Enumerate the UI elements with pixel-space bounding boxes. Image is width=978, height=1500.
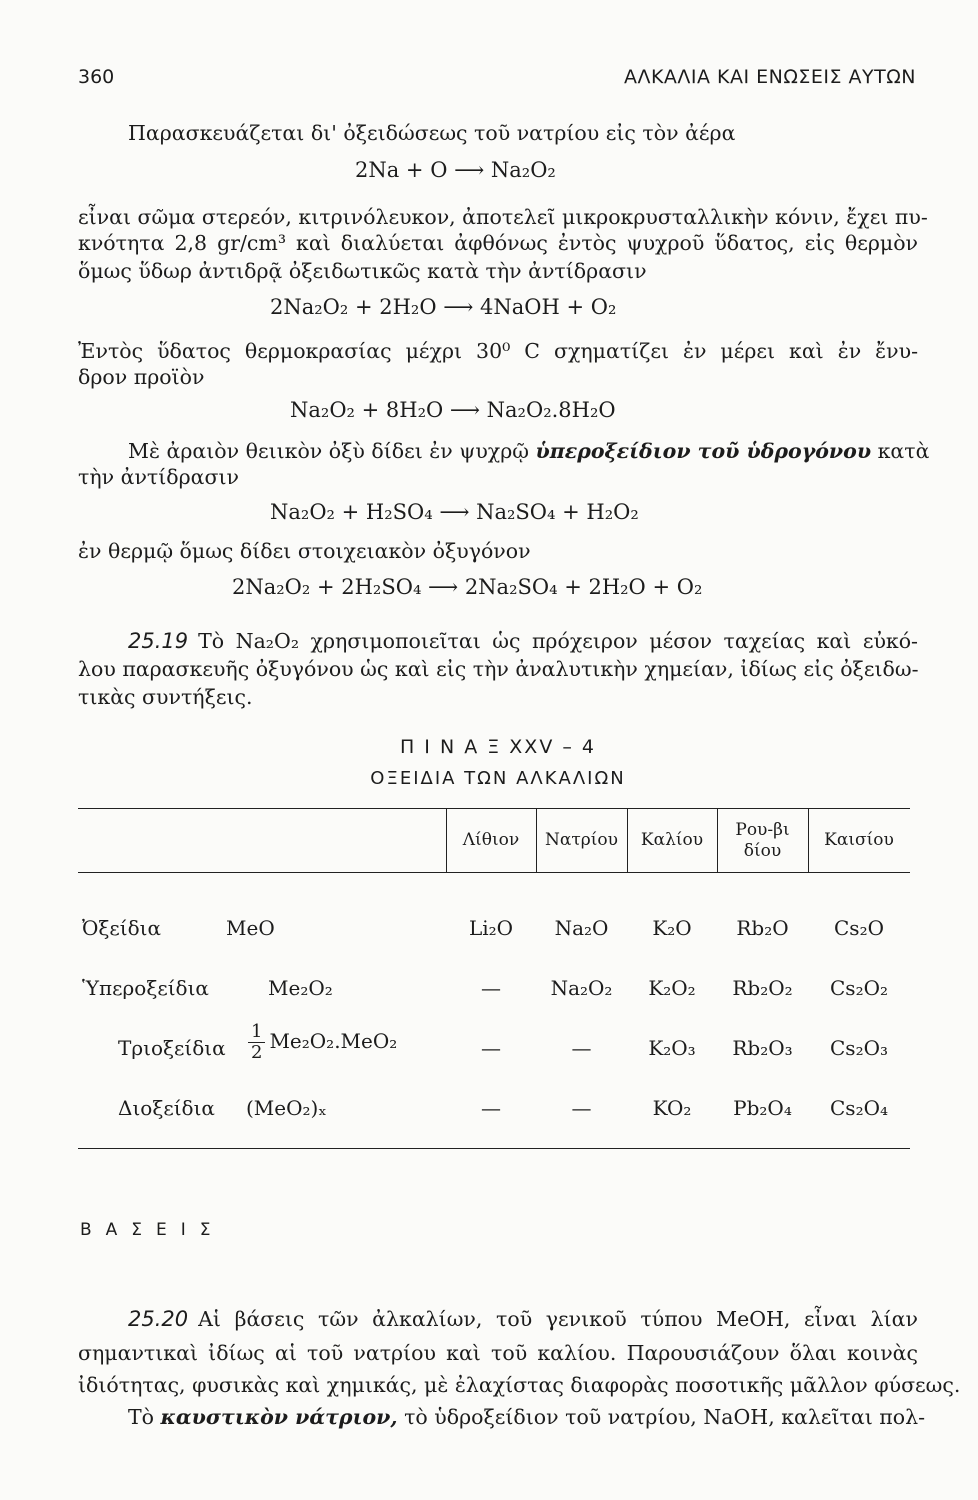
equation-2: 2Na₂O₂ + 2H₂O ⟶ 4NaOH + O₂ bbox=[270, 295, 617, 319]
section-heading: ΒΑΣΕΙΣ bbox=[80, 1220, 225, 1240]
column-header: Ρου-βιδίου bbox=[735, 820, 790, 861]
paragraph-line: εἶναι σῶμα στερεόν, κιτρινόλευκον, ἀποτελεῖ μικροκρυσταλλικὴν κόνιν, ἔχει πυ- bbox=[78, 205, 928, 229]
row-formula bbox=[248, 1022, 397, 1063]
row-label: Ὀξείδια bbox=[82, 916, 162, 940]
text-run: Μὲ ἀραιὸν θειικὸν ὀξὺ δίδει ἐν ψυχρῷ bbox=[128, 439, 529, 463]
equation-5: 2Na₂O₂ + 2H₂SO₄ ⟶ 2Na₂SO₄ + 2H₂O + O₂ bbox=[232, 575, 703, 599]
table-cell: — bbox=[481, 1096, 501, 1120]
row-label: Διοξείδια bbox=[118, 1096, 215, 1120]
table-cell: — bbox=[481, 976, 501, 1000]
section-number: 25.19 bbox=[128, 629, 189, 653]
table-cell: Na₂O₂ bbox=[550, 976, 613, 1000]
page-number: 360 bbox=[78, 66, 115, 88]
paragraph-line bbox=[128, 628, 918, 654]
table-cell: K₂O bbox=[652, 916, 692, 940]
table-cell: Cs₂O₃ bbox=[830, 1036, 888, 1060]
table-rule bbox=[78, 808, 910, 809]
table-cell: — bbox=[571, 1036, 592, 1060]
equation-1: 2Na + O ⟶ Na₂O₂ bbox=[355, 158, 556, 182]
fraction-denominator: 2 bbox=[251, 1042, 263, 1063]
fraction-numerator: 1 bbox=[248, 1022, 265, 1043]
paragraph-line: κνότητα 2,8 gr/cm³ καὶ διαλύεται ἀφθόνως ἐντὸς ψυχροῦ ὕδατος, εἰς θερμὸν bbox=[78, 231, 918, 255]
text-run: κατὰ bbox=[877, 439, 930, 463]
table-cell: Cs₂O₄ bbox=[830, 1096, 888, 1120]
paragraph-line: ἐν θερμῷ ὅμως δίδει στοιχειακὸν ὀξυγόνον bbox=[78, 539, 531, 563]
table-cell: Cs₂O₂ bbox=[830, 976, 888, 1000]
column-header: Λίθιον bbox=[462, 830, 520, 850]
table-cell: K₂O₂ bbox=[648, 976, 696, 1000]
row-formula: MeO bbox=[226, 916, 275, 940]
table-cell: Cs₂O bbox=[834, 916, 884, 940]
table-cell: Na₂O bbox=[554, 916, 609, 940]
fraction bbox=[248, 1022, 265, 1063]
table-cell: Rb₂O₂ bbox=[732, 976, 793, 1000]
formula-text: Me₂O₂.MeO₂ bbox=[269, 1029, 398, 1053]
column-header: Νατρίου bbox=[545, 830, 618, 850]
table-cell: Pb₂O₄ bbox=[733, 1096, 792, 1120]
table-cell: Rb₂O bbox=[736, 916, 789, 940]
paragraph-line: Ἐντὸς ὕδατος θερμοκρασίας μέχρι 30⁰ C σχηματίζει ἐν μέρει καὶ ἐν ἔνυ- bbox=[78, 339, 918, 363]
paragraph-line: Παρασκευάζεται δι' ὀξειδώσεως τοῦ νατρίου εἰς τὸν ἀέρα bbox=[128, 121, 736, 145]
column-header: Καλίου bbox=[640, 830, 704, 850]
table-cell: — bbox=[571, 1096, 592, 1120]
paragraph-line: λου παρασκευῆς ὀξυγόνου ὡς καὶ εἰς τὴν ἀναλυτικὴν χημείαν, ἰδίως εἰς ὀξειδω- bbox=[78, 657, 919, 681]
paragraph-line bbox=[128, 1306, 918, 1332]
table-cell: KO₂ bbox=[652, 1096, 692, 1120]
row-formula: Me₂O₂ bbox=[268, 976, 333, 1000]
paragraph-line: τικὰς συντήξεις. bbox=[78, 685, 253, 709]
text-run: Τὸ Na₂O₂ χρησιμοποιεῖται ὡς πρόχειρον μέσον ταχείας καὶ εὐκό- bbox=[198, 629, 918, 653]
paragraph-line: σημαντικαὶ ἰδίως αἱ τοῦ νατρίου καὶ τοῦ καλίου. Παρουσιάζουν ὅλαι κοινὰς bbox=[78, 1341, 918, 1365]
emphasis-term: ὑπεροξείδιον τοῦ ὑδρογόνου bbox=[535, 439, 872, 463]
paragraph-line: τὴν ἀντίδρασιν bbox=[78, 465, 240, 489]
running-title: ΑΛΚΑΛΙΑ ΚΑΙ ΕΝΩΣΕΙΣ ΑΥΤΩΝ bbox=[623, 66, 916, 88]
text-run: τὸ ὑδροξείδιον τοῦ νατρίου, NaOH, καλεῖται πολ- bbox=[404, 1405, 926, 1429]
paragraph-line: ἰδιότητας, φυσικὰς καὶ χημικάς, μὲ ἐλαχίστας διαφορὰς ποσοτικῆς μᾶλλον φύσεως. bbox=[78, 1373, 961, 1397]
equation-3: Na₂O₂ + 8H₂O ⟶ Na₂O₂.8H₂O bbox=[290, 398, 616, 422]
row-label: Τριοξείδια bbox=[118, 1036, 226, 1060]
table-cell: — bbox=[481, 1036, 501, 1060]
table-rule bbox=[78, 872, 910, 873]
paragraph-line: δρον προϊὸν bbox=[78, 365, 205, 389]
row-label: Ὑπεροξείδια bbox=[82, 976, 209, 1000]
emphasis-term: καυστικὸν νάτριον, bbox=[160, 1405, 398, 1429]
row-formula: (MeO₂)ₓ bbox=[246, 1096, 327, 1120]
equation-4: Na₂O₂ + H₂SO₄ ⟶ Na₂SO₄ + H₂O₂ bbox=[270, 500, 639, 524]
table-cell: Li₂O bbox=[468, 916, 514, 940]
table-cell: K₂O₃ bbox=[648, 1036, 696, 1060]
table-title: Π Ι Ν Α Ξ XXV – 4 bbox=[399, 736, 596, 758]
paragraph-line bbox=[128, 1404, 926, 1430]
table-rule bbox=[78, 1148, 910, 1149]
section-number: 25.20 bbox=[128, 1307, 189, 1331]
table-subtitle: ΟΞΕΙΔΙΑ ΤΩΝ ΑΛΚΑΛΙΩΝ bbox=[370, 768, 626, 789]
paragraph-line: ὅμως ὕδωρ ἀντιδρᾷ ὀξειδωτικῶς κατὰ τὴν ἀντίδρασιν bbox=[78, 259, 647, 283]
table-cell: Rb₂O₃ bbox=[732, 1036, 793, 1060]
paragraph-line bbox=[128, 438, 930, 464]
text-run: Τὸ bbox=[128, 1405, 155, 1429]
text-run: Αἱ βάσεις τῶν ἀλκαλίων, τοῦ γενικοῦ τύπου MeOH, εἶναι λίαν bbox=[198, 1307, 918, 1331]
column-header: Καισίου bbox=[824, 830, 894, 850]
